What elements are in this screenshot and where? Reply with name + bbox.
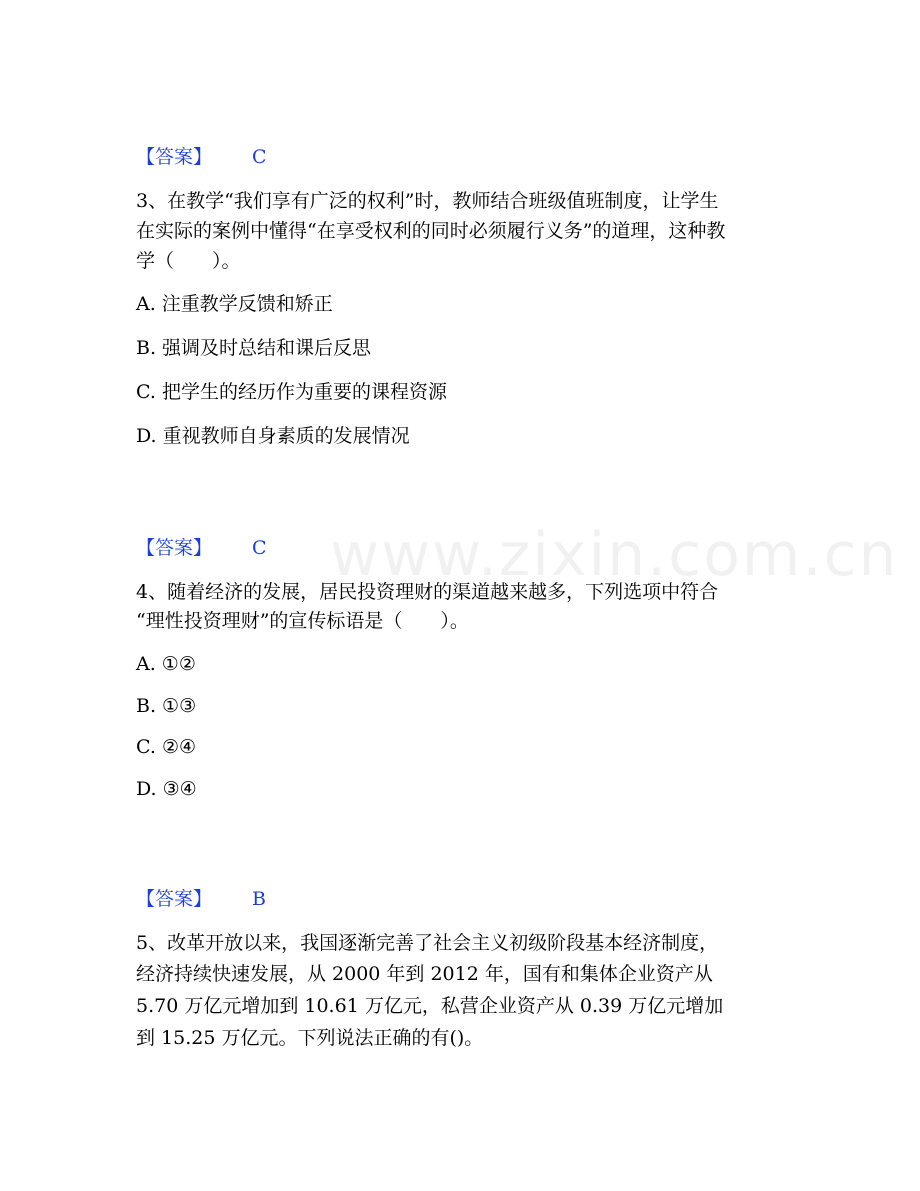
option-c: C. 把学生的经历作为重要的课程资源 [136,381,447,403]
watermark: www.zixin.com.cn [330,520,899,590]
option-d: D. 重视教师自身素质的发展情况 [136,425,410,447]
answer-label: 【答案】 [136,888,213,910]
option-a: A. ①② [136,653,196,675]
answer-row [136,536,267,560]
option-a: A. 注重教学反馈和矫正 [136,293,333,315]
question-3-line-3: 学（ ）。 [136,250,241,272]
answer-value: C [252,146,267,168]
question-3-line-1: 3、在教学“我们享有广泛的权利”时，教师结合班级值班制度，让学生 [136,190,719,212]
question-5-line-1: 5、改革开放以来，我国逐渐完善了社会主义初级阶段基本经济制度， [136,932,719,954]
answer-row [136,145,267,169]
answer-value: C [252,537,267,559]
question-5-line-4: 到 15.25 万亿元。下列说法正确的有()。 [136,1027,484,1049]
question-5-line-2: 经济持续快速发展，从 2000 年到 2012 年，国有和集体企业资产从 [136,963,713,985]
option-d: D. ③④ [136,778,197,800]
answer-label: 【答案】 [136,146,213,168]
question-5-line-3: 5.70 万亿元增加到 10.61 万亿元，私营企业资产从 0.39 万亿元增加 [136,995,724,1017]
answer-label: 【答案】 [136,537,213,559]
question-4-line-2: “理性投资理财”的宣传标语是（ ）。 [136,610,469,632]
question-4-line-1: 4、随着经济的发展，居民投资理财的渠道越来越多，下列选项中符合 [136,581,719,603]
option-b: B. ①③ [136,695,197,717]
option-b: B. 强调及时总结和课后反思 [136,337,372,359]
option-c: C. ②④ [136,736,197,758]
answer-row [136,887,266,911]
answer-value: B [252,888,266,910]
question-3-line-2: 在实际的案例中懂得“在享受权利的同时必须履行义务”的道理，这种教 [136,220,726,242]
